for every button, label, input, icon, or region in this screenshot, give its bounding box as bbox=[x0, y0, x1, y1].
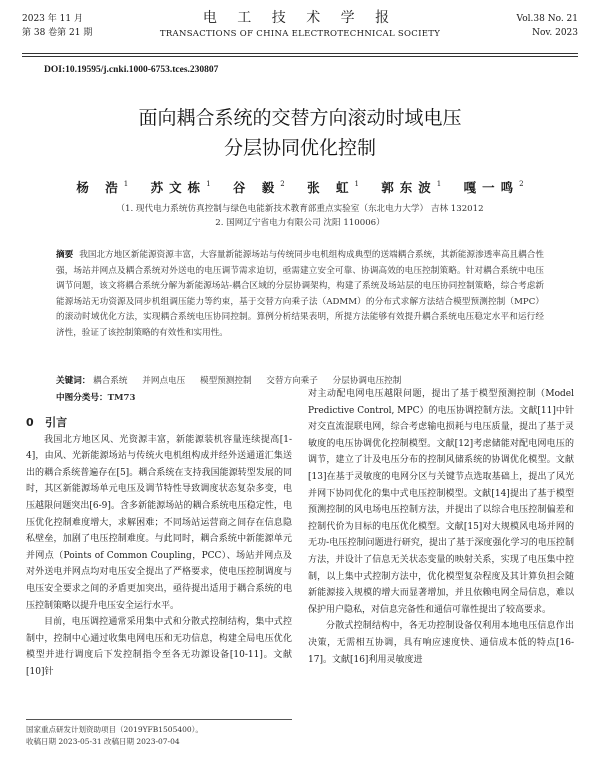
footnote bbox=[26, 719, 292, 748]
paper-title bbox=[0, 103, 600, 163]
abstract-label: 摘要 bbox=[56, 250, 74, 260]
running-header bbox=[22, 8, 578, 52]
keywords-label: 关键词： bbox=[56, 376, 91, 386]
header-date-cn: 2023 年 11 月 bbox=[22, 14, 83, 24]
header-journal bbox=[22, 8, 578, 40]
keyword: 交替方向乘子 bbox=[266, 376, 318, 386]
section-heading: 0 引言 bbox=[26, 416, 68, 429]
author: 嘎一鸣$^2$ bbox=[463, 180, 524, 195]
header-date-en: Nov. 2023 bbox=[532, 28, 578, 38]
keyword: 模型预测控制 bbox=[199, 376, 252, 386]
author: 郭东波$^1$ bbox=[381, 180, 442, 195]
header-rule-thin bbox=[22, 56, 578, 57]
classification bbox=[56, 391, 135, 405]
keyword: 并网点电压 bbox=[142, 376, 186, 386]
author: 苏文栋$^1$ bbox=[150, 180, 211, 195]
paragraph: 目前，电压调控通常采用集中式和分散式控制结构，集中式控制中，控制中心通过收集电网电压和无功信息，构建全局电压优化模型并进行调度后下发控制指令至各无功源设备[10-11]。文献[10]针 bbox=[26, 617, 292, 677]
abstract bbox=[56, 248, 544, 341]
keyword: 耦合系统 bbox=[93, 376, 128, 386]
affiliation-2: 2. 国网辽宁省电力有限公司 沈阳 110006） bbox=[215, 218, 385, 228]
paragraph: 分散式控制结构中，各无功控制设备仅利用本地电压信息作出决策，无需相互协调，具有响应速度快、通信成本低的特点[16-17]。文献[16]利用灵敏度进 bbox=[308, 621, 574, 665]
journal-title-cn: 电 工 技 术 学 报 bbox=[202, 10, 398, 26]
author: 张 虹$^1$ bbox=[307, 180, 359, 195]
affiliation-1: （1. 现代电力系统仿真控制与绿色电能新技术教育部重点实验室（东北电力大学） 吉林 132012 bbox=[116, 204, 484, 214]
author: 谷 毅$^2$ bbox=[232, 180, 285, 195]
author: 杨 浩$^1$ bbox=[76, 180, 129, 195]
header-issue-en bbox=[517, 12, 578, 40]
header-volume-cn: 第 38 卷第 21 期 bbox=[22, 28, 93, 38]
author-list bbox=[0, 178, 600, 196]
header-rule-thick bbox=[22, 53, 578, 54]
header-volume-en: Vol.38 No. 21 bbox=[516, 14, 578, 24]
keyword: 分层协调电压控制 bbox=[332, 376, 402, 386]
footnote-dates: 收稿日期 2023-05-31 改稿日期 2023-07-04 bbox=[26, 737, 180, 746]
doi: DOI:10.19595/j.cnki.1000-6753.tces.230807 bbox=[44, 65, 219, 75]
classification-code: TM73 bbox=[107, 393, 136, 403]
classification-label: 中图分类号： bbox=[56, 393, 108, 403]
title-line-1: 面向耦合系统的交替方向滚动时域电压 bbox=[138, 107, 462, 129]
title-line-2: 分层协同优化控制 bbox=[223, 137, 376, 159]
journal-title-en: TRANSACTIONS OF CHINA ELECTROTECHNICAL SOCIETY bbox=[159, 29, 441, 39]
body-column-left bbox=[26, 415, 292, 681]
body-column-right bbox=[308, 386, 574, 668]
abstract-text: 我国北方地区新能源资源丰富，大容量新能源场站与传统同步电机组构成典型的送端耦合系统，其新能源渗透率高且耦合性强，场站并网点及耦合系统对外送电的电压调节需求迫切，亟需建立安全可靠、协调高效的电压控制策略。针对耦合系统中电压调节问题，该文将耦合系统分解为新能源场站-耦合区域的分层协调架构，构建了系统及场站层的电压协同控制策略，综合考虑新能源场站无功资源及同步机组调压能力等约束，基于交替方向乘子法（ADMM）的分布式求解方法结合模型预测控制（MPC）的滚动时域优化方法，实现耦合系统电压协同控制。算例分析结果表明，所提方法能够有效提升耦合系统电压稳定水平和运行经济性，验证了该控制策略的有效性和实用性。 bbox=[56, 250, 544, 338]
paragraph: 对主动配电网电压越限问题，提出了基于模型预测控制（Model Predictive Control, MPC）的电压协调控制方法。文献[11]中针对交直流混联电网，综合考虑输电损耗与电压质量，提出了基于灵敏度的电压协调优化控制模型。文献[12]考虑储能对配电网电压的调节，建立了计及电压分布的控制风储系统的协调优化模型。文献[13]在基于灵敏度的电网分区与关键节点选取基础上，提出了风光并网下协同优化的集中式电压控制模型。文献[14]提出了基于模型预测控制的风电场电压控制方法，并提出了以综合电压控制偏差和控制代价为目标的电压优化模型。文献[15]对大规模风电场并网的无功-电压控制问题进行研究，提出了基于深度强化学习的电压控制方法，并设计了信息无关状态变量的映射关系，实现了电压集中控制，以上集中式控制方法中，优化模型复杂程度及其计算负担会随新能源接入规模的增大而显著增加，并且依赖电网全局信息，难以保护用户隐私，对信息完备性和通信可靠性提出了较高要求。 bbox=[308, 389, 574, 615]
affiliations bbox=[60, 202, 540, 230]
footnote-funding: 国家重点研发计划资助项目（2019YFB1505400）。 bbox=[26, 725, 203, 734]
paragraph: 我国北方地区风、光资源丰富，新能源装机容量连续提高[1-4]，由风、光新能源场站与传统火电机组构成并经外送通道汇集送出的耦合系统普遍存在[5]。耦合系统在支持我国能源转型发展的同时，其区新能源场单元电压及调节特性导致调度状态复杂多变，电压越限问题突出[6-9]。含多新能源场站的耦合系统电压稳定性，电压优化控制难度增大，求解困难；不同场站运营商之间存在信息隐私壁垒，加剧了电压控制难度。与此同时，耦合系统中新能源单元并网点（Points of Common Coupling，PCC）、场站并网点及对外送电并网点均对电压安全提出了严格要求，使电压控制调度与电压安全要求之间的矛盾更加突出，亟待提出适用于耦合系统的电压控制策略以提升电压安全运行水平。 bbox=[26, 434, 292, 611]
